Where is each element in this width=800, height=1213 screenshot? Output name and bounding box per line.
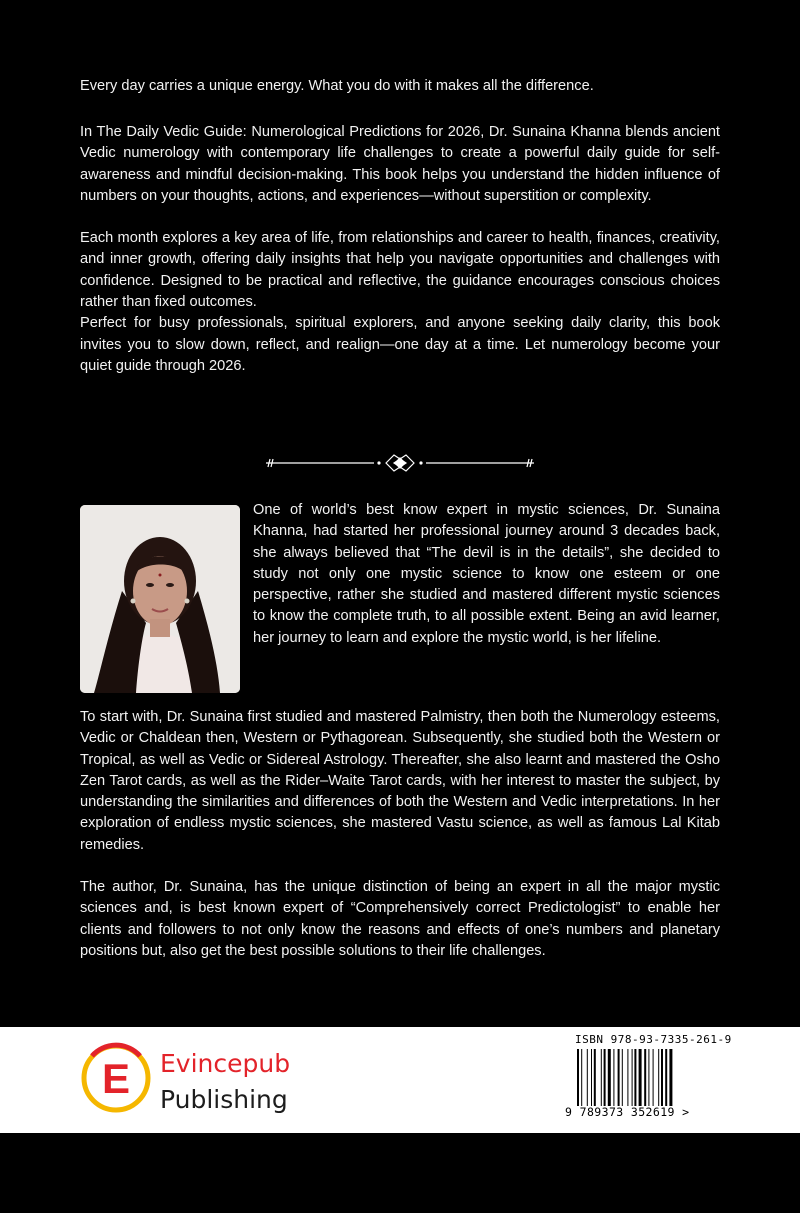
blurb-paragraph-3: Perfect for busy professionals, spiritual explorers, and anyone seeking daily clarity, this book invites you to slow down, reflect, and realign—one day at a time. Let numerology become your quiet guide through 2026. bbox=[80, 315, 720, 374]
publisher-footer bbox=[0, 1027, 800, 1133]
ornament-divider-icon bbox=[262, 452, 538, 474]
isbn-label: ISBN 978-93-7335-261-9 bbox=[575, 1033, 732, 1046]
author-bio bbox=[80, 707, 720, 962]
book-blurb bbox=[80, 122, 720, 377]
author-bio-intro: One of world’s best know expert in mystic sciences, Dr. Sunaina Khanna, had started her professional journey around 3 decades back, she always believed that “The devil is in the details”, she decided to study not only one mystic science to know one esteem or one perspective, rather she studied and mastered different mystic sciences to know the complete truth, to all possible extent. Being an avid learner, her journey to learn and explore the mystic world, is her lifeline. bbox=[253, 502, 720, 646]
blurb-paragraph-2: Each month explores a key area of life, from relationships and career to health, finances, creativity, and inner growth, offering daily insights that help you navigate opportunities and challenges with confidence. Designed to be practical and reflective, the guidance encourages conscious choices rather than fixed outcomes. bbox=[80, 230, 720, 311]
author-photo bbox=[80, 505, 240, 693]
publisher-name: Evincepub bbox=[160, 1049, 291, 1078]
logo-letter: E bbox=[101, 1055, 131, 1102]
isbn-digits: 9 789373 352619 > bbox=[565, 1105, 690, 1119]
author-bio-paragraph-3: The author, Dr. Sunaina, has the unique distinction of being an expert in all the major mystic sciences and, is best known expert of “Comprehensively correct Predictologist” to enable her clients and followers to not only know the reasons and effects of one’s numbers and planetary positions but, also get the best possible solutions to their life challenges. bbox=[80, 879, 720, 959]
author-portrait-icon bbox=[80, 505, 240, 693]
blurb-paragraph-1: In The Daily Vedic Guide: Numerological Predictions for 2026, Dr. Sunaina Khanna blends ancient Vedic numerology with contemporary life challenges to create a powerful daily guide for self-awareness and mindful decision-making. This book helps you understand the hidden influence of numbers on your thoughts, actions, and experiences—without superstition or complexity. bbox=[80, 124, 720, 204]
publisher-name-line2: Publishing bbox=[160, 1085, 288, 1114]
publisher-logo-icon bbox=[80, 1042, 152, 1114]
barcode-icon bbox=[575, 1049, 710, 1106]
tagline: Every day carries a unique energy. What you do with it makes all the difference. bbox=[80, 78, 594, 94]
author-bio-paragraph-2: To start with, Dr. Sunaina first studied and mastered Palmistry, then both the Numerology esteems, Vedic or Chaldean then, Western or Pythagorean. Subsequently, she studied both the Western or Tropical, as well as Vedic or Sidereal Astrology. Thereafter, she also learnt and mastered the Osho Zen Tarot cards, as well as the Rider–Waite Tarot cards, with her interest to master the subject, by understanding the similarities and differences of both the Western and Vedic interpretations. In her exploration of endless mystic sciences, she mastered Vastu science, as well as famous Lal Kitab remedies. bbox=[80, 709, 720, 853]
